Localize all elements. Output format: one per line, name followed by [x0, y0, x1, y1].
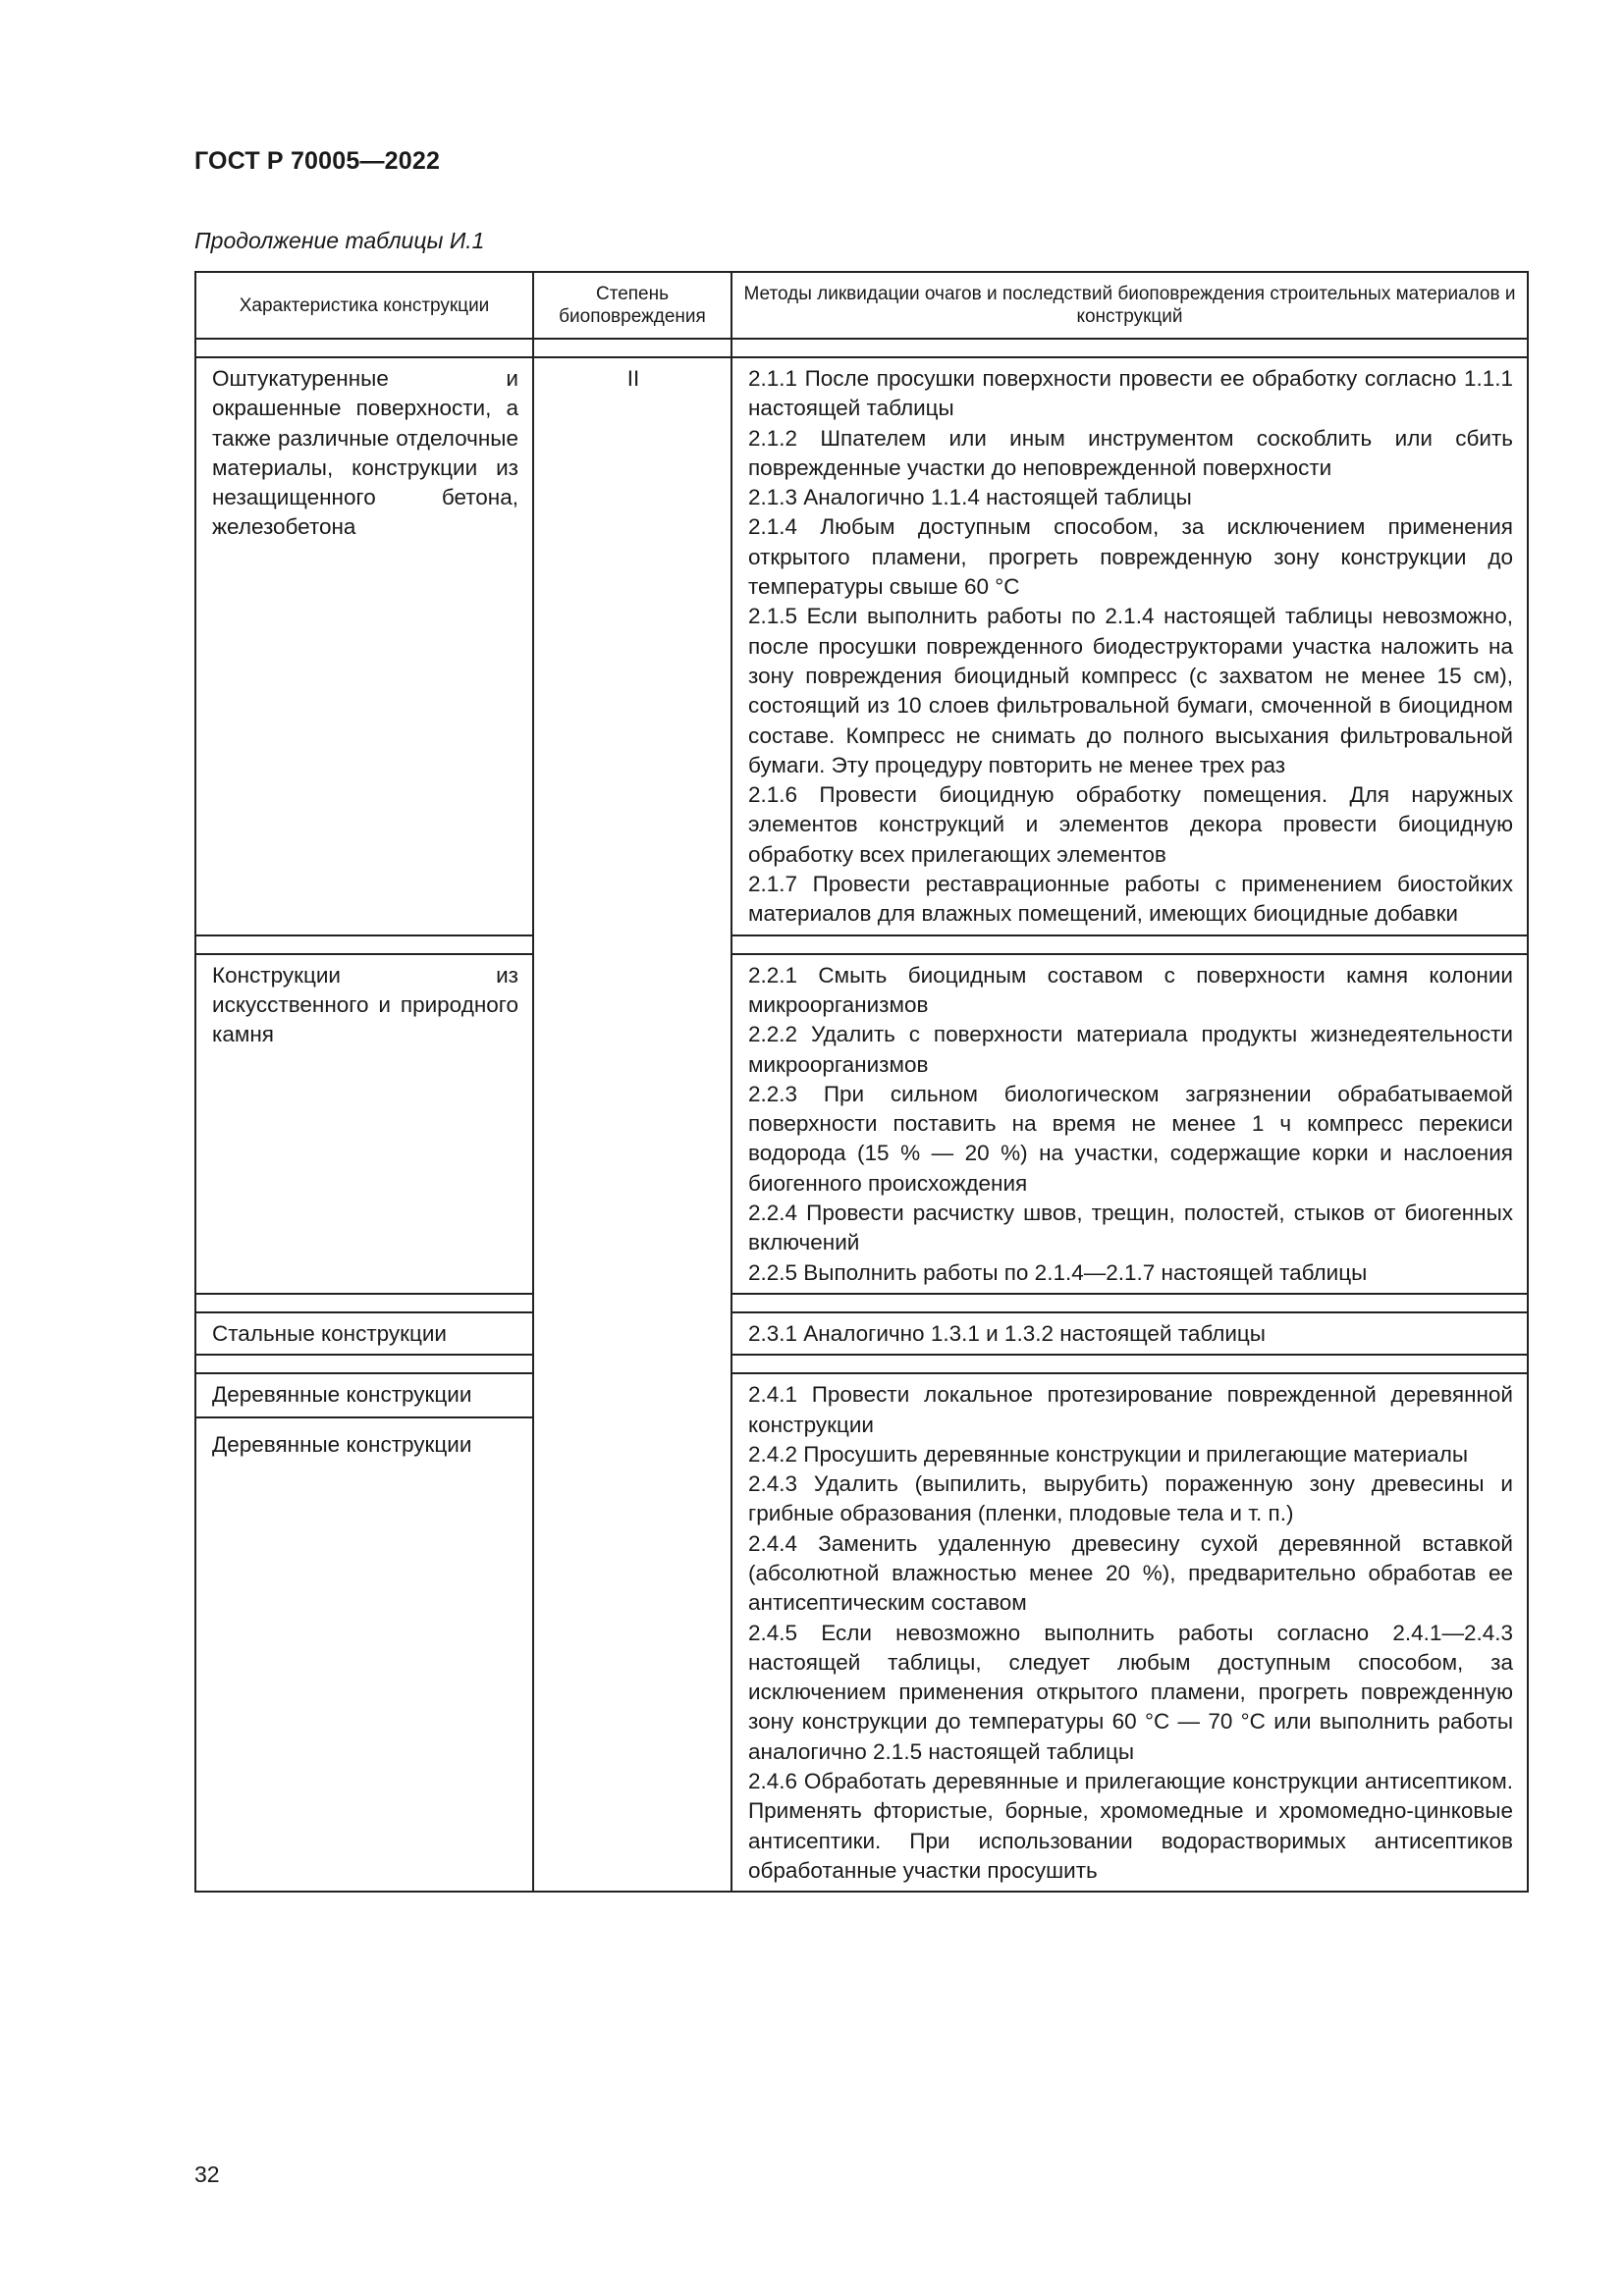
page-number: 32 — [194, 2162, 220, 2187]
method-item: 2.4.5 Если невозможно выполнить работы согласно 2.4.1—2.4.3 настоящей таблицы, следует любым доступным способом, за исключением применения открытого пламени, прогреть поврежденную зону конструкции до температуры 60 °С — 70 °С или выполнить работы аналогично 2.1.5 настоящей таблицы — [748, 1620, 1513, 1764]
table-row — [195, 954, 1528, 1294]
table-header-row — [195, 272, 1528, 339]
characteristic-cell: Стальные конструкции — [195, 1312, 533, 1355]
method-item: 2.4.3 Удалить (выпилить, вырубить) пораженную зону древесины и грибные образования (пленки, плодовые тела и т. п.) — [748, 1471, 1513, 1526]
methods-cell — [731, 357, 1528, 935]
method-item: 2.2.1 Смыть биоцидным составом с поверхности камня колонии микроорганизмов — [748, 962, 1513, 1017]
table-caption: Продолжение таблицы И.1 — [194, 228, 485, 253]
method-item: 2.4.1 Провести локальное протезирование поврежденной деревянной конструкции — [748, 1382, 1513, 1437]
method-item: 2.1.4 Любым доступным способом, за исключением применения открытого пламени, прогреть поврежденную зону конструкции до температуры свыше 60 °С — [748, 514, 1513, 600]
methods-cell — [731, 954, 1528, 1294]
method-item: 2.2.5 Выполнить работы по 2.1.4—2.1.7 настоящей таблицы — [748, 1259, 1368, 1285]
method-item: 2.1.5 Если выполнить работы по 2.1.4 настоящей таблицы невозможно, после просушки поврежденного биодеструкторами участка наложить на зону повреждения биоцидный компресс (с захватом не менее 15 см), состоящий из 10 слоев фильтровальной бумаги, смоченной в биоцидном составе. Компресс не снимать до полного высыхания фильтровальной бумаги. Эту процедуру повторить не менее трех раз — [748, 604, 1513, 777]
characteristic-cell: Оштукатуренные и окрашенные поверхности, а также различные отделочные материалы, конструкции из незащищенного бетона, железобетона — [195, 357, 533, 935]
method-item: 2.1.2 Шпателем или иным инструментом соскоблить или сбить поврежденные участки до неповрежденной поверхности — [748, 425, 1513, 480]
characteristic-text: Деревянные конструкции — [212, 1382, 472, 1408]
table-row — [195, 1312, 1528, 1355]
characteristic-cell — [195, 1373, 533, 1892]
method-item: 2.4.2 Просушить деревянные конструкции и прилегающие материалы — [748, 1441, 1469, 1467]
method-item: 2.2.4 Провести расчистку швов, трещин, полостей, стыков от биогенных включений — [748, 1201, 1513, 1255]
method-item: 2.2.3 При сильном биологическом загрязнении обрабатываемой поверхности поставить на время не менее 1 ч компресс перекиси водорода (15 % — 20 %) на участки, содержащие корки и наслоения биогенного происхождения — [748, 1081, 1513, 1196]
characteristic-cell: Конструкции из искусственного и природного камня — [195, 954, 533, 1294]
method-item: 2.1.1 После просушки поверхности провести ее обработку согласно 1.1.1 настоящей таблицы — [748, 366, 1513, 421]
method-item: 2.2.2 Удалить с поверхности материала продукты жизнедеятельности микроорганизмов — [748, 1022, 1513, 1077]
method-item: 2.3.1 Аналогично 1.3.1 и 1.3.2 настоящей таблицы — [748, 1320, 1266, 1346]
methods-cell — [731, 1312, 1528, 1355]
method-item: 2.1.3 Аналогично 1.1.4 настоящей таблицы — [748, 485, 1192, 510]
header-degree: Степень биоповреждения — [533, 272, 731, 339]
characteristic-text-repeat: Деревянные конструкции — [196, 1416, 532, 1460]
table-row — [195, 357, 1528, 935]
method-item: 2.1.7 Провести реставрационные работы с применением биостойких материалов для влажных помещений, имеющих биоцидные добавки — [748, 872, 1513, 927]
table-row — [195, 1373, 1528, 1892]
method-item: 2.1.6 Провести биоцидную обработку помещения. Для наружных элементов конструкций и элементов декора провести биоцидную обработку всех прилегающих элементов — [748, 782, 1513, 867]
degree-cell: II — [533, 357, 731, 1892]
method-item: 2.4.6 Обработать деревянные и прилегающие конструкции антисептиком. Применять фтористые, борные, хромомедные и хромомедно-цинковые антисептики. При использовании водорастворимых антисептиков обработанные участки просушить — [748, 1769, 1513, 1883]
document-code: ГОСТ Р 70005—2022 — [194, 147, 441, 175]
method-item: 2.4.4 Заменить удаленную древесину сухой деревянной вставкой (абсолютной влажностью менее 20 %), предварительно обработав ее антисептическим составом — [748, 1530, 1513, 1616]
biodamage-methods-table — [194, 271, 1529, 1893]
header-methods: Методы ликвидации очагов и последствий биоповреждения строительных материалов и конструкций — [731, 272, 1528, 339]
methods-cell — [731, 1373, 1528, 1892]
header-characteristic: Характеристика конструкции — [195, 272, 533, 339]
